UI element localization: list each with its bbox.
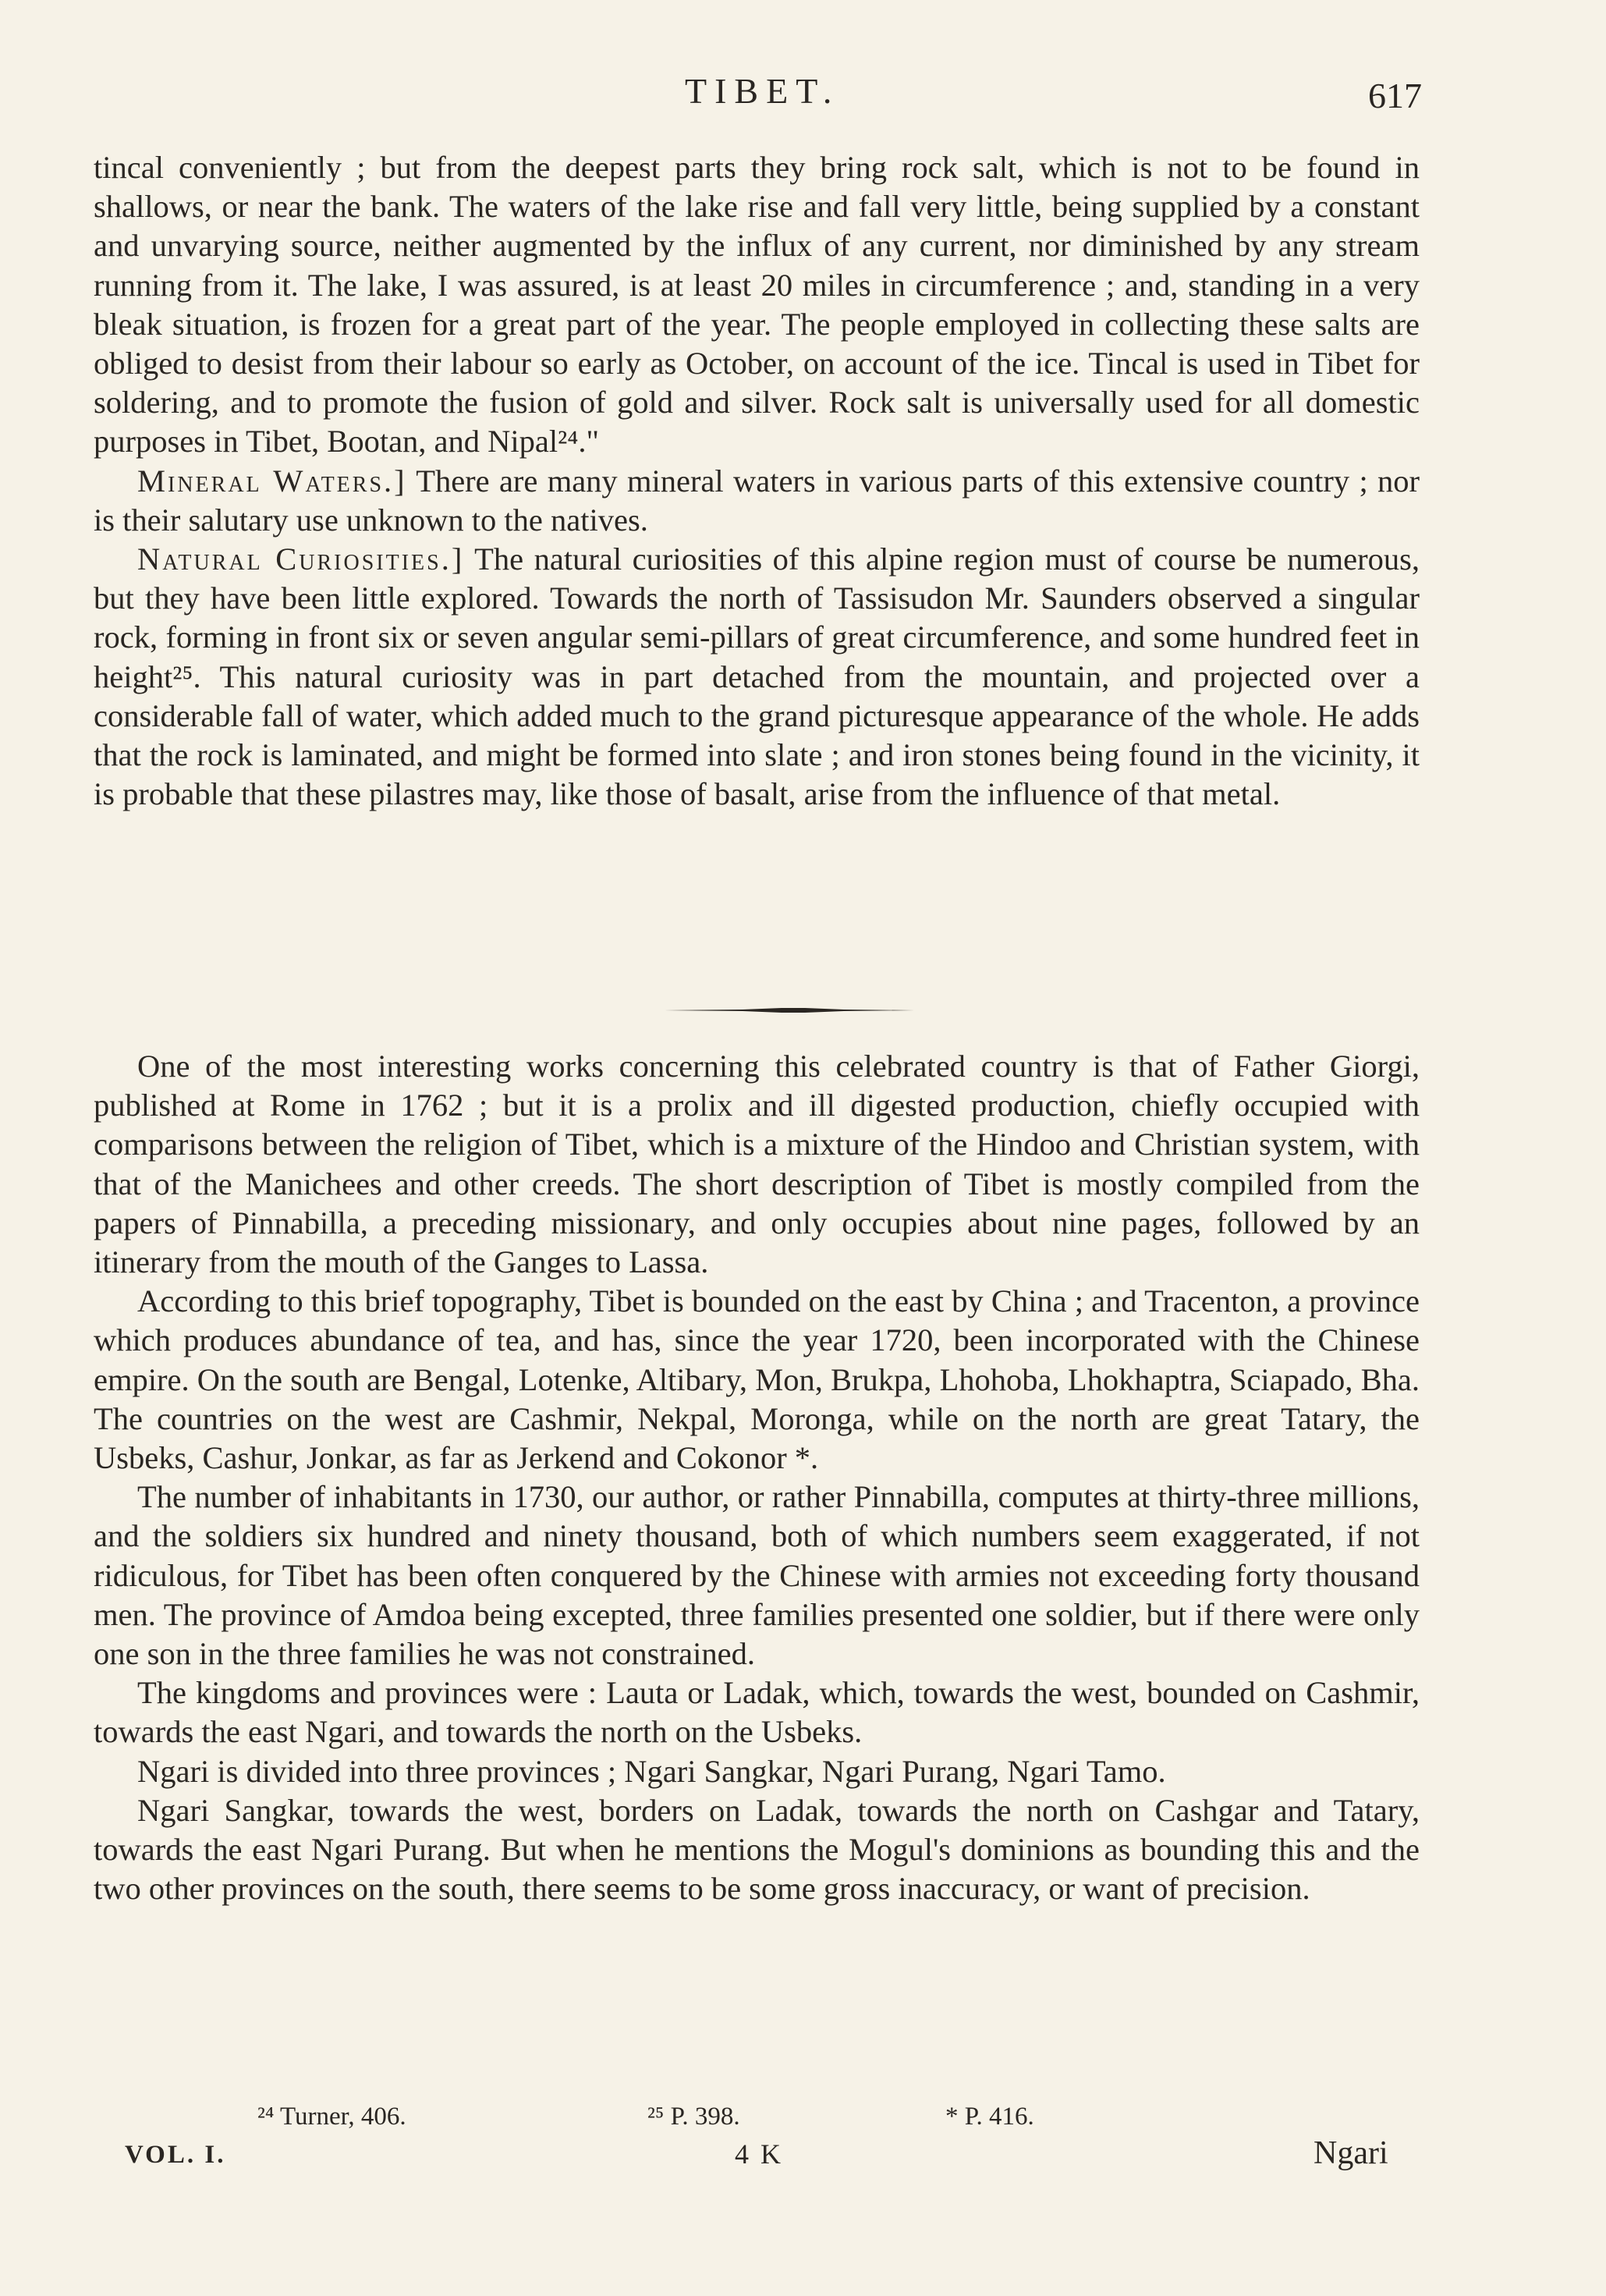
natural-curiosities-paragraph (94, 540, 1420, 814)
boundaries-paragraph: According to this brief topography, Tibet is bounded on the east by China ; and Tracenton, a province which produces abundance of tea, and has, since the year 1720, been incorporated with the Chinese empire. On the south are Bengal, Lotenke, Altibary, Mon, Brukpa, Lhohoba, Lhokhaptra, Sciapado, Bha. The countries on the west are Cashmir, Nekpal, Moronga, while on the north are great Tatary, the Usbeks, Cashur, Jonkar, as far as Jerkend and Cokonor *. (94, 1283, 1420, 1476)
volume-label: VOL. I. (125, 2141, 226, 2169)
ngari-sangkar-paragraph: Ngari Sangkar, towards the west, borders on Ladak, towards the north on Cashgar and Tatary, towards the east Ngari Purang. But when he mentions the Mogul's dominions as bounding this and the two other provinces on the south, there seems to be some gross inaccuracy, or want of precision. (94, 1792, 1420, 1907)
footnotes (0, 2103, 1606, 2134)
natural-curiosities-text: The natural curiosities of this alpine region must of course be numerous, but they have been little explored. Towards the north of Tassisudon Mr. Saunders observed a singular rock, forming in front six or seven angular semi-pillars of great circumference, and some hundred feet in height²⁵. This natural curiosity was in part detached from the mountain, and projected over a considerable fall of water, which added much to the grand picturesque appearance of the whole. He adds that the rock is laminated, and might be formed into slate ; and iron stones being found in the vicinity, it is probable that these pilastres may, like those of basalt, arise from the influence of that metal. (94, 541, 1420, 812)
giorgi-paragraph: One of the most interesting works concerning this celebrated country is that of Father Giorgi, published at Rome in 1762 ; but it is a prolix and ill digested production, chiefly occupied with comparisons between the religion of Tibet, which is a mixture of the Hindoo and Christian system, with that of the Manichees and other creeds. The short description of Tibet is mostly compiled from the papers of Pinnabilla, a preceding missionary, and only occupies about nine pages, followed by an itinerary from the mouth of the Ganges to Lassa. (94, 1049, 1420, 1280)
footnote-24: ²⁴ Turner, 406. (257, 2103, 406, 2131)
catchword: Ngari (1314, 2135, 1388, 2171)
page-number: 617 (1368, 76, 1422, 115)
mineral-waters-heading: Mineral Waters.] (137, 463, 407, 499)
section-divider-rule (665, 1001, 914, 1020)
mineral-waters-text: There are many mineral waters in various parts of this extensive country ; nor is their salutary use unknown to the natives. (94, 463, 1420, 538)
continued-paragraph: tincal conveniently ; but from the deepest parts they bring rock salt, which is not to be found in shallows, or near the bank. The waters of the lake rise and fall very little, being supplied by a constant and unvarying source, neither augmented by the influx of any current, nor diminished by any stream running from it. The lake, I was assured, is at least 20 miles in circumference ; and, standing in a very bleak situation, is frozen for a great part of the year. The people employed in collecting these salts are obliged to desist from their labour so early as October, on account of the ice. Tincal is used in Tibet for soldering, and to promote the fusion of gold and silver. Rock salt is universally used for all domestic purposes in Tibet, Bootan, and Nipal²⁴." (94, 150, 1420, 460)
running-head (0, 70, 1606, 117)
population-paragraph: The number of inhabitants in 1730, our author, or rather Pinnabilla, computes at thirty-three millions, and the soldiers six hundred and ninety thousand, both of which numbers seem exaggerated, if not ridiculous, for Tibet has been often conquered by the Chinese with armies not exceeding forty thousand men. The province of Amdoa being excepted, three families presented one soldier, but if there were only one son in the three families he was not constrained. (94, 1479, 1420, 1672)
running-title: TIBET. (685, 71, 840, 111)
footnote-25: ²⁵ P. 398. (647, 2103, 740, 2131)
kingdoms-paragraph: The kingdoms and provinces were : Lauta or Ladak, which, towards the west, bounded on Cashmir, towards the east Ngari, and towards the north on the Usbeks. (94, 1675, 1420, 1750)
ngari-paragraph: Ngari is divided into three provinces ; Ngari Sangkar, Ngari Purang, Ngari Tamo. (137, 1753, 1166, 1789)
natural-curiosities-heading: Natural Curiosities.] (137, 541, 465, 577)
mineral-waters-paragraph (94, 462, 1420, 540)
gathering-signature: 4 K (735, 2138, 783, 2170)
lower-text-block (94, 1047, 1420, 1908)
footnote-asterisk: * P. 416. (945, 2103, 1034, 2131)
signature-line (0, 2135, 1606, 2181)
upper-text-block (94, 148, 1420, 814)
